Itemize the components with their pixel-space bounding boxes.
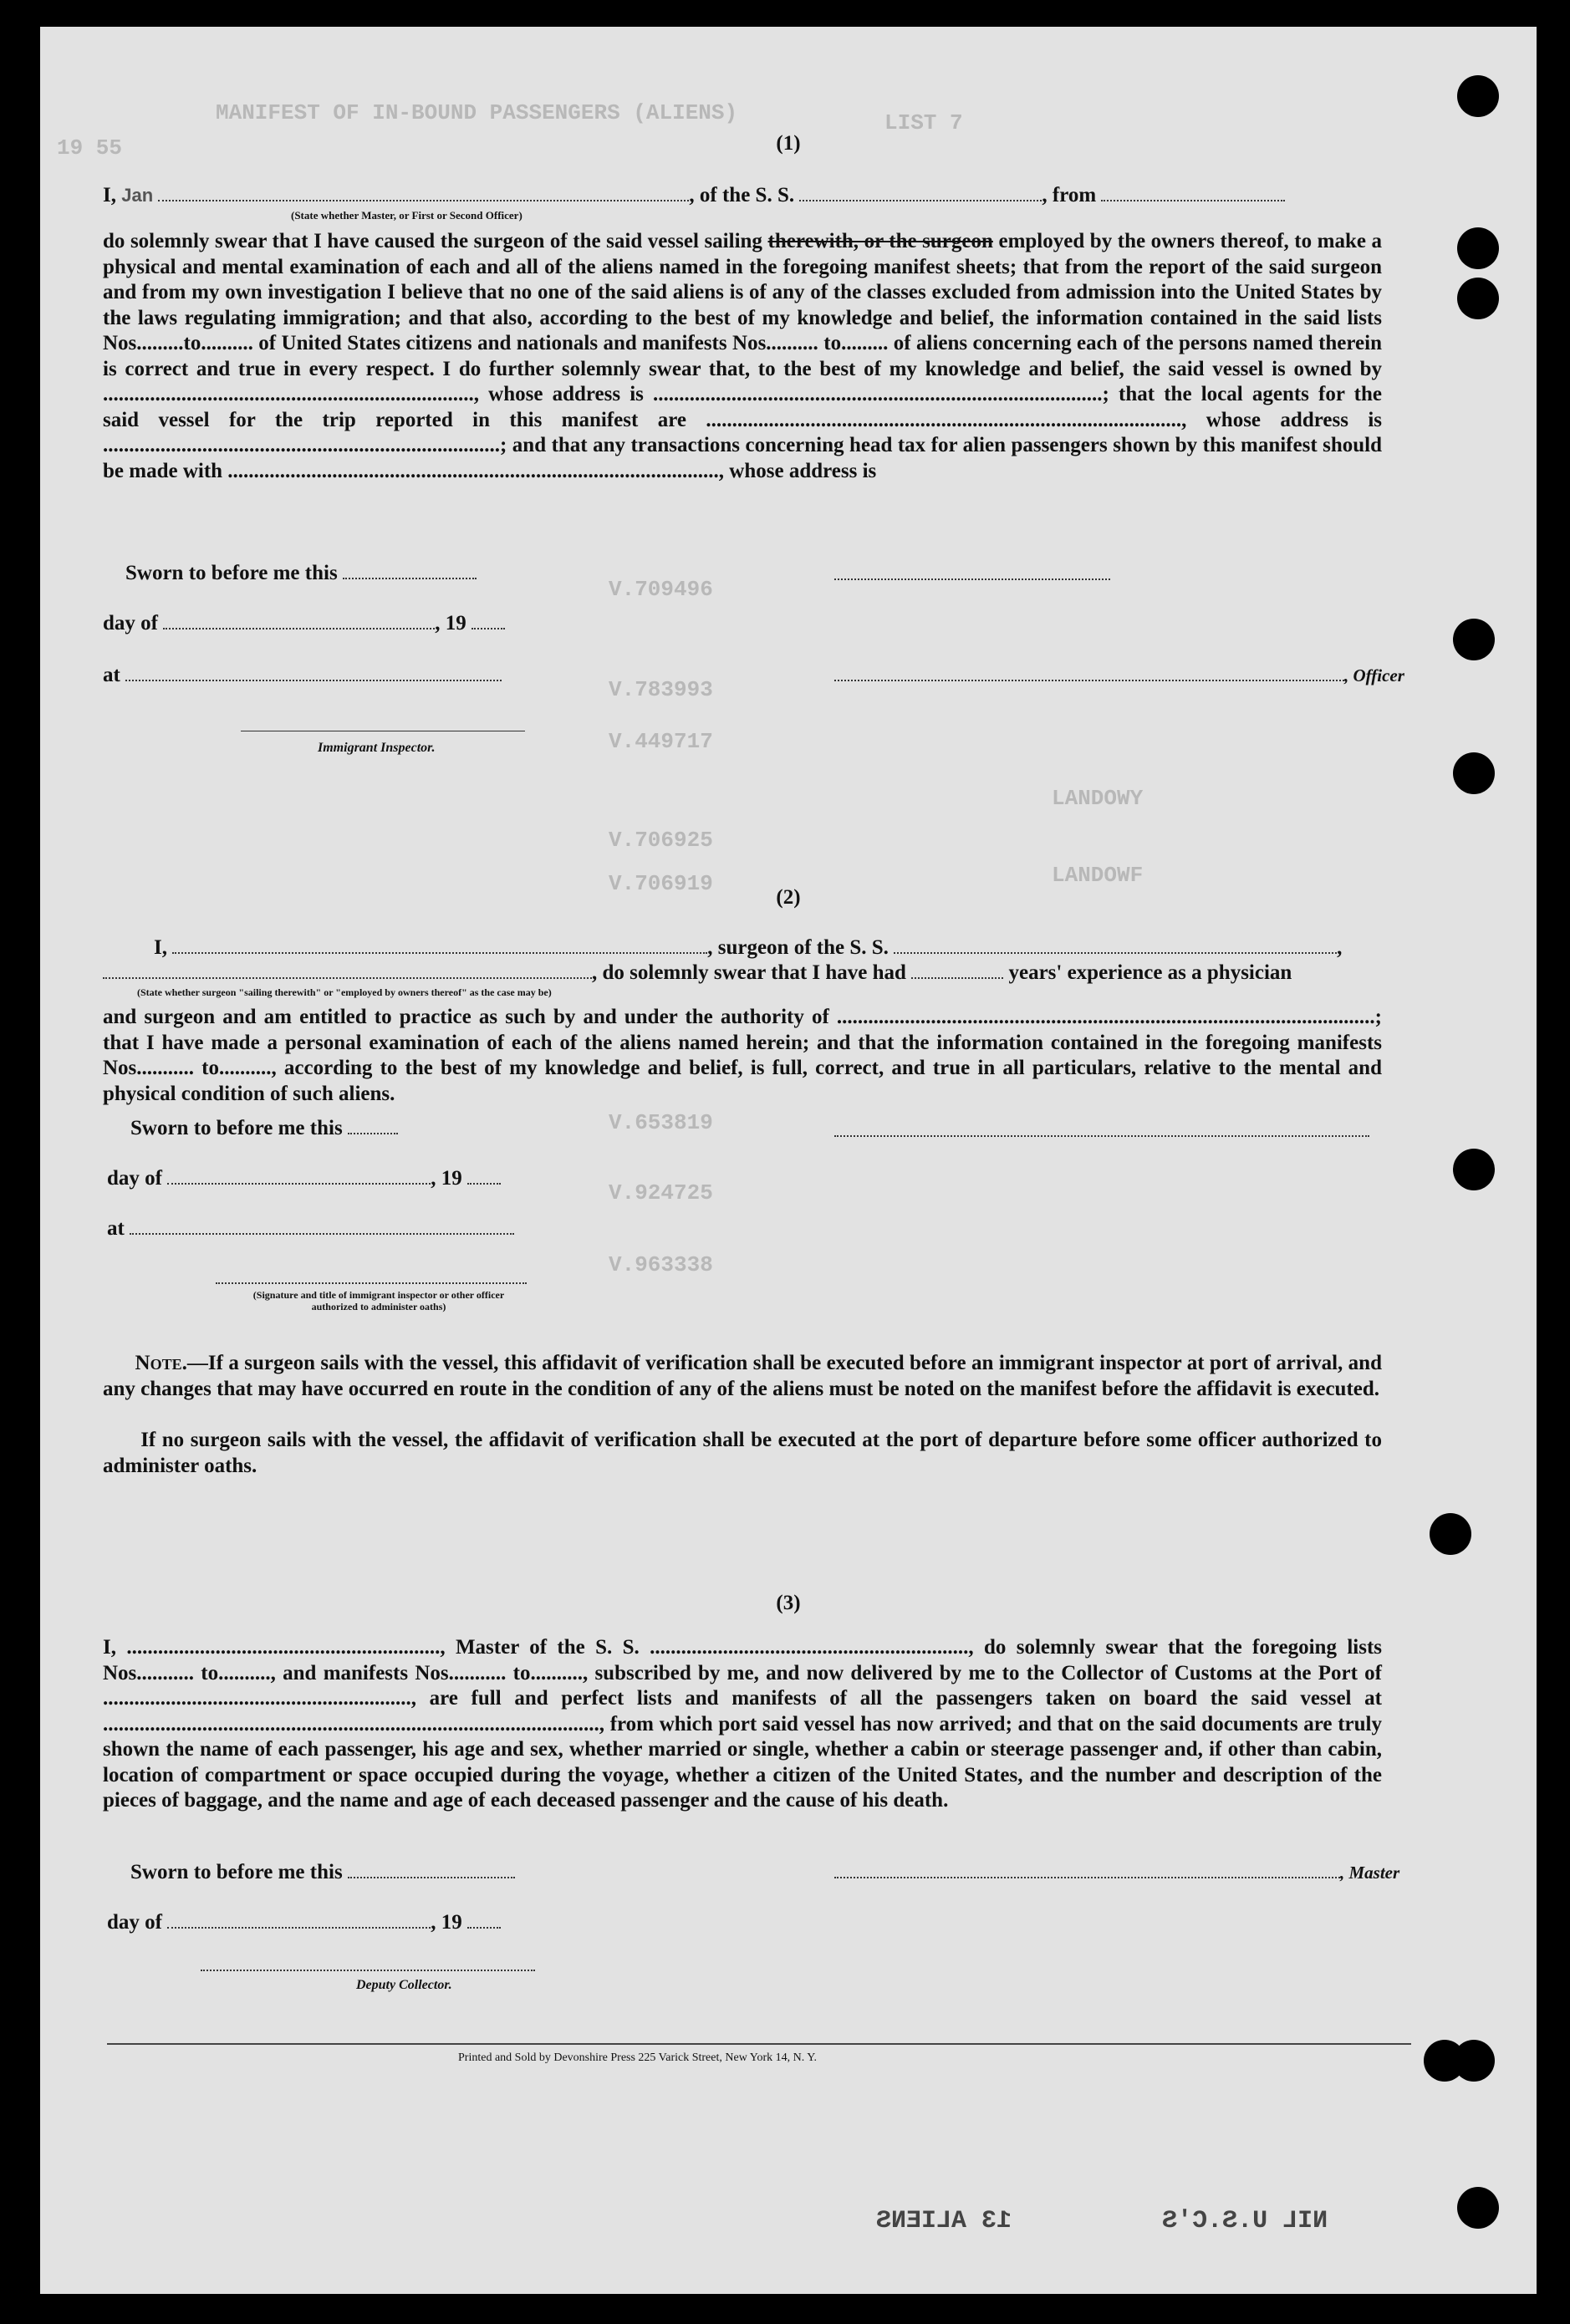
handwritten-name: Jan — [121, 185, 154, 206]
bleed-number: V.783993 — [609, 677, 713, 702]
mirrored-reverse-stamp: NIL U.S.C'S 13 ALIENS — [876, 2207, 1328, 2235]
bleed-name: LANDOWF — [1052, 863, 1144, 888]
document-page — [40, 27, 1537, 2294]
punch-hole — [1457, 2187, 1499, 2229]
struck-out-text: therewith, or the surgeon — [767, 230, 993, 252]
section-1-officer-line: , Officer — [834, 664, 1404, 687]
section-3-oath-paragraph: I, ............................................................, Master of the S. S. ............................................................., do solemnly swear that the foregoing lists Nos........... to.........., and manifests Nos........... to.........., subscribed by me, and now delivered by me to the Collector of Customs at the Port of ..........................................................., are full and perfect lists and manifests of all the passengers taken on board the said vessel at ..............................................................................................., from which port said vessel has now arrived; and that on the said documents are truly shown the name of each passenger, his age and sex, whether married or single, whether a cabin or steerage passenger and, if other than cabin, location of compartment or space occupied during the voyage, whether a citizen of the United States, and the number and description of the pieces of baggage, and the name and age of each deceased passenger and the cause of his death. — [103, 1636, 1382, 1812]
bleed-number: V.924725 — [609, 1180, 713, 1205]
section-1-first-line: I, Jan , of the S. S. , from — [103, 184, 1285, 207]
bleed-number: V.449717 — [609, 729, 713, 754]
printer-imprint: Printed and Sold by Devonshire Press 225 Varick Street, New York 14, N. Y. — [458, 2051, 818, 2064]
section-2-surgeon-caption: (State whether surgeon "sailing therewith" or "employed by owners thereof" as the case may be) — [137, 986, 552, 998]
bleed-name: LANDOWY — [1052, 786, 1144, 811]
section-2-second-line: , do solemnly swear that I have had years' experience as a physician — [103, 961, 1292, 985]
punch-hole — [1453, 2040, 1495, 2082]
punch-hole — [1453, 752, 1495, 794]
section-2-signature-caption: (Signature and title of immigrant inspector or other officer authorized to administer oaths) — [252, 1289, 505, 1312]
section-2-at-line: at — [107, 1217, 514, 1241]
bleed-number: V.706919 — [609, 871, 713, 896]
punch-hole — [1453, 619, 1495, 660]
section-1-officer-caption: (State whether Master, or First or Second Officer) — [291, 209, 522, 222]
section-2-oath-paragraph: and surgeon and am entitled to practice as such by and under the authority of .......................................................................................................; that I have made a personal examination of each of the aliens named herein; and that the information contained in the foregoing manifests Nos........... to.........., according to the best of my knowledge and belief, is full, correct, and true in all particulars, relative to the mental and physical condition of such aliens. — [103, 1006, 1382, 1105]
immigrant-inspector-caption: Immigrant Inspector. — [318, 741, 436, 755]
section-1-sworn-line: Sworn to before me this — [125, 562, 477, 585]
bleed-number: V.653819 — [609, 1110, 713, 1135]
punch-hole — [1457, 278, 1499, 319]
section-1-at-line: at — [103, 664, 502, 687]
faint-list-label: LIST 7 — [884, 110, 963, 135]
section-2-sworn-line: Sworn to before me this — [130, 1117, 398, 1140]
section-3-day-line: day of , 19 — [107, 1911, 501, 1934]
section-1-oath-paragraph: do solemnly swear that I have caused the surgeon of the said vessel sailing therewith, or the surgeon employed by the owners thereof, to make a physical and mental examination of each and all of the aliens named in the foregoing manifest sheets; that from the report of the said surgeon and from my own investigation I believe that no one of the said aliens is of any of the classes excluded from admission into the United States by the laws regulating immigration; and that also, according to the best of my knowledge and belief, the information contained in the said lists Nos.........to.......... of United States citizens and nationals and manifests Nos.......... to......... of aliens concerning each of the persons named therein is correct and true in every respect. I do further solemnly swear that, to the best of my knowledge and belief, the said vessel is owned by ......................................................................., whose address is ......................................................................................; that the local agents for the said vessel for the trip reported in this manifest are ..........................................................................................., whose address is ............................................................................; and that any transactions concerning head tax for alien passengers shown by this manifest should be made with .............................................................................................., whose address is — [103, 230, 1383, 482]
section-1-day-line: day of , 19 — [103, 612, 505, 635]
section-2-day-line: day of , 19 — [107, 1167, 501, 1190]
note-paragraph: Note.—If a surgeon sails with the vessel, this affidavit of verification shall be executed before an immigrant inspector at port of arrival, and any changes that may have occurred en route in the condition of any of the aliens must be noted on the manifest before the affidavit is executed. — [103, 1352, 1382, 1400]
bleed-number: V.706925 — [609, 828, 713, 853]
punch-hole — [1453, 1149, 1495, 1190]
section-3-master-line: , Master — [834, 1861, 1399, 1884]
punch-hole — [1457, 227, 1499, 269]
bleed-number: V.709496 — [609, 577, 713, 602]
section-2-first-line: I, , surgeon of the S. S. , — [154, 936, 1343, 959]
section-3-number: (3) — [776, 1592, 801, 1614]
faint-manifest-title: MANIFEST OF IN-BOUND PASSENGERS (ALIENS) — [216, 100, 738, 125]
faint-year: 19 55 — [57, 135, 123, 161]
section-2-number: (2) — [776, 886, 801, 909]
punch-hole — [1430, 1513, 1471, 1555]
deputy-collector-caption: Deputy Collector. — [356, 1978, 452, 1992]
section-1-number: (1) — [776, 132, 801, 155]
punch-hole — [1457, 75, 1499, 117]
note-paragraph-2: If no surgeon sails with the vessel, the affidavit of verification shall be executed at the port of departure before some officer authorized to administer oaths. — [103, 1429, 1382, 1477]
section-3-sworn-line: Sworn to before me this — [130, 1861, 515, 1884]
bleed-number: V.963338 — [609, 1252, 713, 1277]
